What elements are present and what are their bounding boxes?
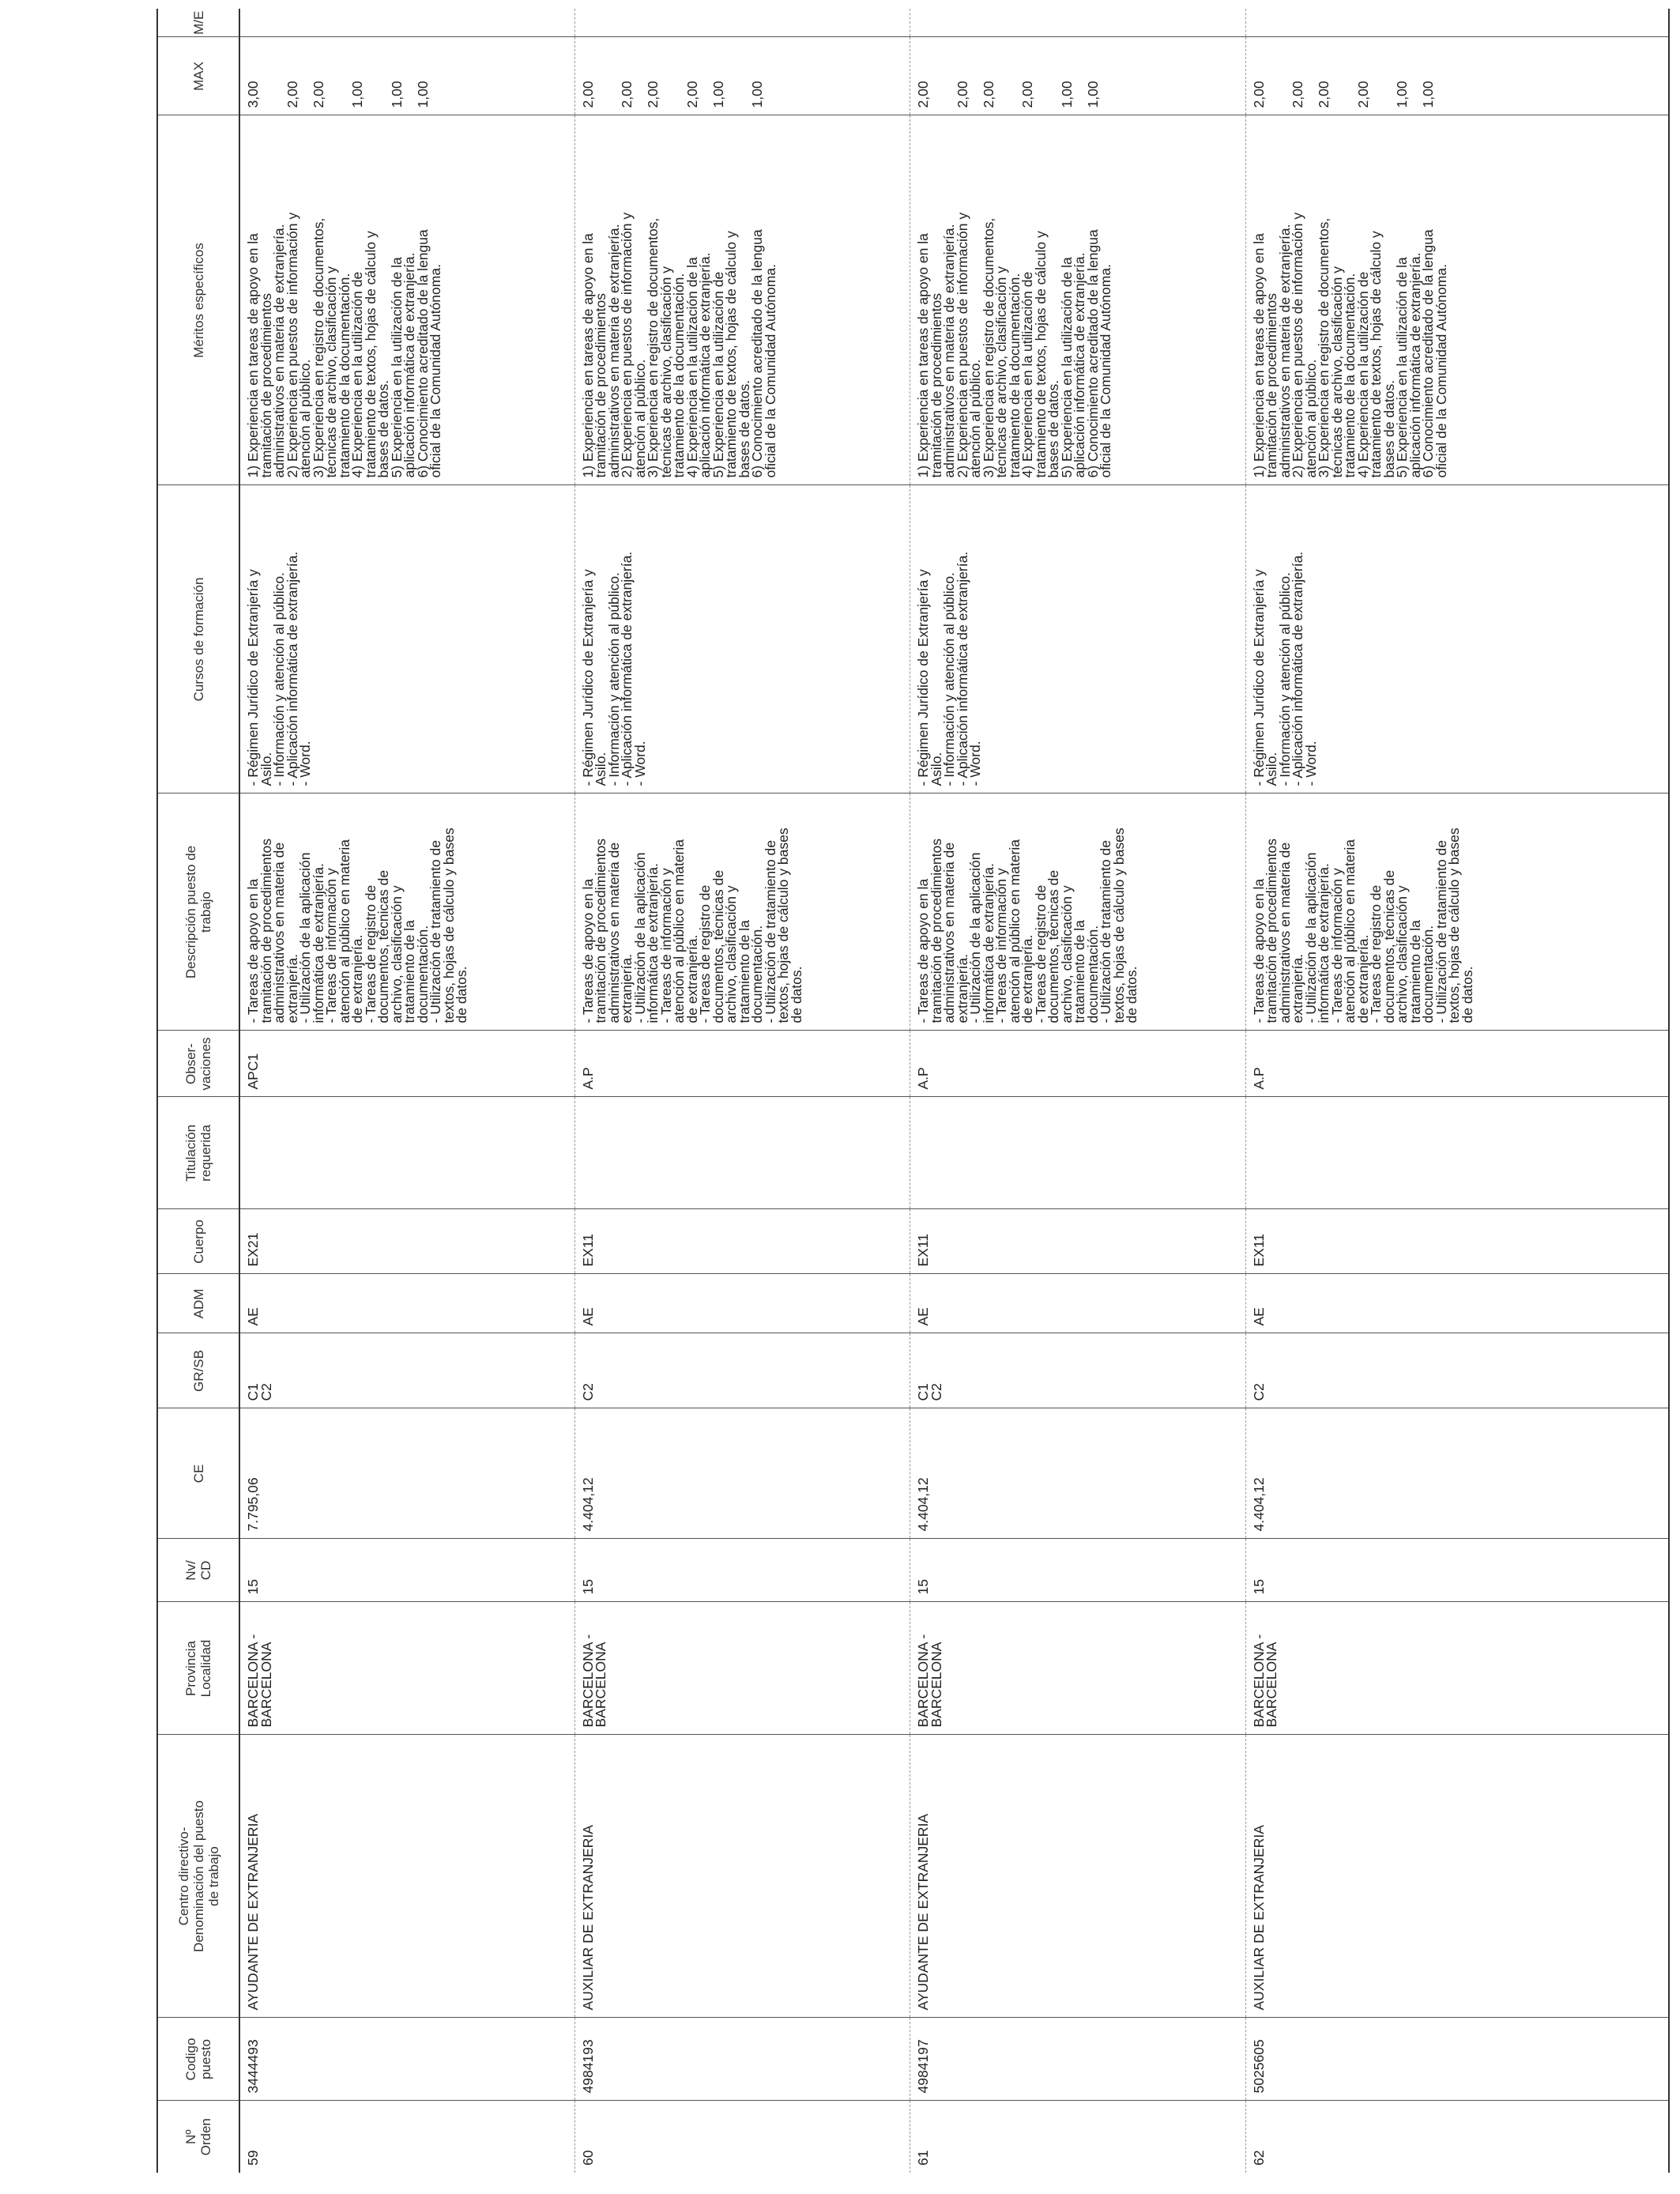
cell-provincia: BARCELONA - BARCELONA xyxy=(574,1602,910,1735)
cell-meritos: 1) Experiencia en tareas de apoyo en la tramitación de procedimientos administrativos en materia de extranjería. 2) Experiencia en puestos de información y atención al público. 3) Experiencia en registro de documentos, técnicas de archivo, clasificación y tratamiento de la documentación. 4) Experiencia en la utilización de tratamiento de textos, hojas de cálculo y bases de datos. 5) Experiencia en la utilización de la aplicación informática de extranjería. 6) Conocimiento acreditado de la lengua oficial de la Comunidad Autónoma. xyxy=(1245,115,1669,485)
cell-nivel: 15 xyxy=(910,1539,1245,1602)
cell-meritos: 1) Experiencia en tareas de apoyo en la tramitación de procedimientos administrativos en materia de extranjería. 2) Experiencia en puestos de información y atención al público. 3) Experiencia en registro de documentos, técnicas de archivo, clasificación y tratamiento de la documentación. 4) Experiencia en la utilización de tratamiento de textos, hojas de cálculo y bases de datos. 5) Experiencia en la utilización de la aplicación informática de extranjería. 6) Conocimiento acreditado de la lengua oficial de la Comunidad Autónoma. xyxy=(910,115,1245,485)
cell-grupo: C2 xyxy=(1245,1333,1669,1408)
cell-meritos: 1) Experiencia en tareas de apoyo en la tramitación de procedimientos administrativos en materia de extranjería. 2) Experiencia en puestos de información y atención al público. 3) Experiencia en registro de documentos, técnicas de archivo, clasificación y tratamiento de la documentación. 4) Experiencia en la utilización de la aplicación informática de extranjería. 5) Experiencia en la utilización de tratamiento de textos, hojas de cálculo y bases de datos. 6) Conocimiento acreditado de la lengua oficial de la Comunidad Autónoma. xyxy=(574,115,910,485)
cell-nivel: 15 xyxy=(239,1539,574,1602)
header-titulacion: Titulación requerida xyxy=(157,1097,239,1209)
header-descripcion: Descripción puesto de trabajo xyxy=(157,794,239,1031)
cell-centro: AUXILIAR DE EXTRANJERIA xyxy=(574,1735,910,2018)
cell-codigo: 3444493 xyxy=(239,2018,574,2101)
cell-codigo: 4984197 xyxy=(910,2018,1245,2101)
cell-provincia: BARCELONA - BARCELONA xyxy=(1245,1602,1669,1735)
cell-cuerpo: EX11 xyxy=(574,1209,910,1274)
header-max: MAX xyxy=(157,37,239,115)
cell-observaciones: A.P xyxy=(1245,1031,1669,1097)
cell-adm: AE xyxy=(910,1274,1245,1333)
cell-ce: 4.404,12 xyxy=(1245,1408,1669,1539)
table-row xyxy=(910,9,1245,2173)
cell-observaciones: A.P xyxy=(910,1031,1245,1097)
cell-me xyxy=(1245,9,1669,37)
cell-observaciones: A.P xyxy=(574,1031,910,1097)
table-row xyxy=(574,9,910,2173)
cell-orden: 60 xyxy=(574,2101,910,2173)
cell-observaciones: APC1 xyxy=(239,1031,574,1097)
header-provincia: Provincia Localidad xyxy=(157,1602,239,1735)
cell-descripcion: - Tareas de apoyo en la tramitación de procedimientos administrativos en materia de extranjería. - Utilización de la aplicación informática de extranjería. - Tareas de información y atención al público en materia de extranjería. - Tareas de registro de documentos, técnicas de archivo, clasificación y tratamiento de la documentación. - Utilización de tratamiento de textos, hojas de cálculo y bases de datos. xyxy=(239,794,574,1031)
table-body xyxy=(239,9,1669,2173)
cell-titulacion xyxy=(239,1097,574,1209)
cell-max: 3,00 2,00 2,00 1,00 1,00 1,00 xyxy=(239,37,574,115)
cell-centro: AUXILIAR DE EXTRANJERIA xyxy=(1245,1735,1669,2018)
cell-adm: AE xyxy=(1245,1274,1669,1333)
cell-me xyxy=(239,9,574,37)
header-grupo: GR/SB xyxy=(157,1333,239,1408)
job-positions-table xyxy=(156,9,1670,2173)
cell-cursos: - Régimen Jurídico de Extranjería y Asilo. - Información y atención al público. - Aplicación informática de extranjería. - Word. xyxy=(239,485,574,794)
cell-cursos: - Régimen Jurídico de Extranjería y Asilo. - Información y atención al público. - Aplicación informática de extranjería. - Word. xyxy=(574,485,910,794)
cell-cuerpo: EX11 xyxy=(910,1209,1245,1274)
header-cuerpo: Cuerpo xyxy=(157,1209,239,1274)
cell-max: 2,00 2,00 2,00 2,00 1,00 1,00 xyxy=(910,37,1245,115)
cell-grupo: C1 C2 xyxy=(239,1333,574,1408)
cell-descripcion: - Tareas de apoyo en la tramitación de procedimientos administrativos en materia de extranjería. - Utilización de la aplicación informática de extranjería. - Tareas de información y atención al público en materia de extranjería. - Tareas de registro de documentos, técnicas de archivo, clasificación y tratamiento de la documentación. - Utilización de tratamiento de textos, hojas de cálculo y bases de datos. xyxy=(1245,794,1669,1031)
cell-ce: 4.404,12 xyxy=(910,1408,1245,1539)
cell-nivel: 15 xyxy=(574,1539,910,1602)
cell-titulacion xyxy=(1245,1097,1669,1209)
cell-centro: AYUDANTE DE EXTRANJERIA xyxy=(239,1735,574,2018)
table-header xyxy=(157,9,239,2173)
cell-provincia: BARCELONA - BARCELONA xyxy=(910,1602,1245,1735)
cell-max: 2,00 2,00 2,00 2,00 1,00 1,00 xyxy=(574,37,910,115)
header-orden: Nº Orden xyxy=(157,2101,239,2173)
header-cursos: Cursos de formación xyxy=(157,485,239,794)
table-row xyxy=(1245,9,1669,2173)
cell-nivel: 15 xyxy=(1245,1539,1669,1602)
cell-me xyxy=(574,9,910,37)
header-row xyxy=(157,9,239,2173)
cell-titulacion xyxy=(574,1097,910,1209)
header-ce: CE xyxy=(157,1408,239,1539)
cell-provincia: BARCELONA - BARCELONA xyxy=(239,1602,574,1735)
cell-ce: 4.404,12 xyxy=(574,1408,910,1539)
cell-orden: 62 xyxy=(1245,2101,1669,2173)
cell-orden: 59 xyxy=(239,2101,574,2173)
cell-cursos: - Régimen Jurídico de Extranjería y Asilo. - Información y atención al público. - Aplicación informática de extranjería. - Word. xyxy=(1245,485,1669,794)
cell-orden: 61 xyxy=(910,2101,1245,2173)
cell-cursos: - Régimen Jurídico de Extranjería y Asilo. - Información y atención al público. - Aplicación informática de extranjería. - Word. xyxy=(910,485,1245,794)
header-observaciones: Obser- vaciones xyxy=(157,1031,239,1097)
cell-max: 2,00 2,00 2,00 2,00 1,00 1,00 xyxy=(1245,37,1669,115)
cell-codigo: 4984193 xyxy=(574,2018,910,2101)
cell-cuerpo: EX11 xyxy=(1245,1209,1669,1274)
cell-adm: AE xyxy=(574,1274,910,1333)
header-me: M/E xyxy=(157,9,239,37)
cell-centro: AYUDANTE DE EXTRANJERIA xyxy=(910,1735,1245,2018)
cell-adm: AE xyxy=(239,1274,574,1333)
cell-grupo: C2 xyxy=(574,1333,910,1408)
cell-descripcion: - Tareas de apoyo en la tramitación de procedimientos administrativos en materia de extranjería. - Utilización de la aplicación informática de extranjería. - Tareas de información y atención al público en materia de extranjería. - Tareas de registro de documentos, técnicas de archivo, clasificación y tratamiento de la documentación. - Utilización de tratamiento de textos, hojas de cálculo y bases de datos. xyxy=(574,794,910,1031)
cell-ce: 7.795,06 xyxy=(239,1408,574,1539)
header-centro: Centro directivo- Denominación del puesto de trabajo xyxy=(157,1735,239,2018)
header-adm: ADM xyxy=(157,1274,239,1333)
cell-titulacion xyxy=(910,1097,1245,1209)
table-row xyxy=(239,9,574,2173)
cell-meritos: 1) Experiencia en tareas de apoyo en la tramitación de procedimientos administrativos en materia de extranjería. 2) Experiencia en puestos de información y atención al público. 3) Experiencia en registro de documentos, técnicas de archivo, clasificación y tratamiento de la documentación. 4) Experiencia en la utilización de tratamiento de textos, hojas de cálculo y bases de datos. 5) Experiencia en la utilización de la aplicación informática de extranjería. 6) Conocimiento acreditado de la lengua oficial de la Comunidad Autónoma. xyxy=(239,115,574,485)
header-nivel: Nv/ CD xyxy=(157,1539,239,1602)
cell-descripcion: - Tareas de apoyo en la tramitación de procedimientos administrativos en materia de extranjería. - Utilización de la aplicación informática de extranjería. - Tareas de información y atención al público en materia de extranjería. - Tareas de registro de documentos, técnicas de archivo, clasificación y tratamiento de la documentación. - Utilización de tratamiento de textos, hojas de cálculo y bases de datos. xyxy=(910,794,1245,1031)
header-meritos: Méritos específicos xyxy=(157,115,239,485)
cell-cuerpo: EX21 xyxy=(239,1209,574,1274)
header-codigo: Codigo puesto xyxy=(157,2018,239,2101)
cell-codigo: 5025605 xyxy=(1245,2018,1669,2101)
cell-grupo: C1 C2 xyxy=(910,1333,1245,1408)
cell-me xyxy=(910,9,1245,37)
